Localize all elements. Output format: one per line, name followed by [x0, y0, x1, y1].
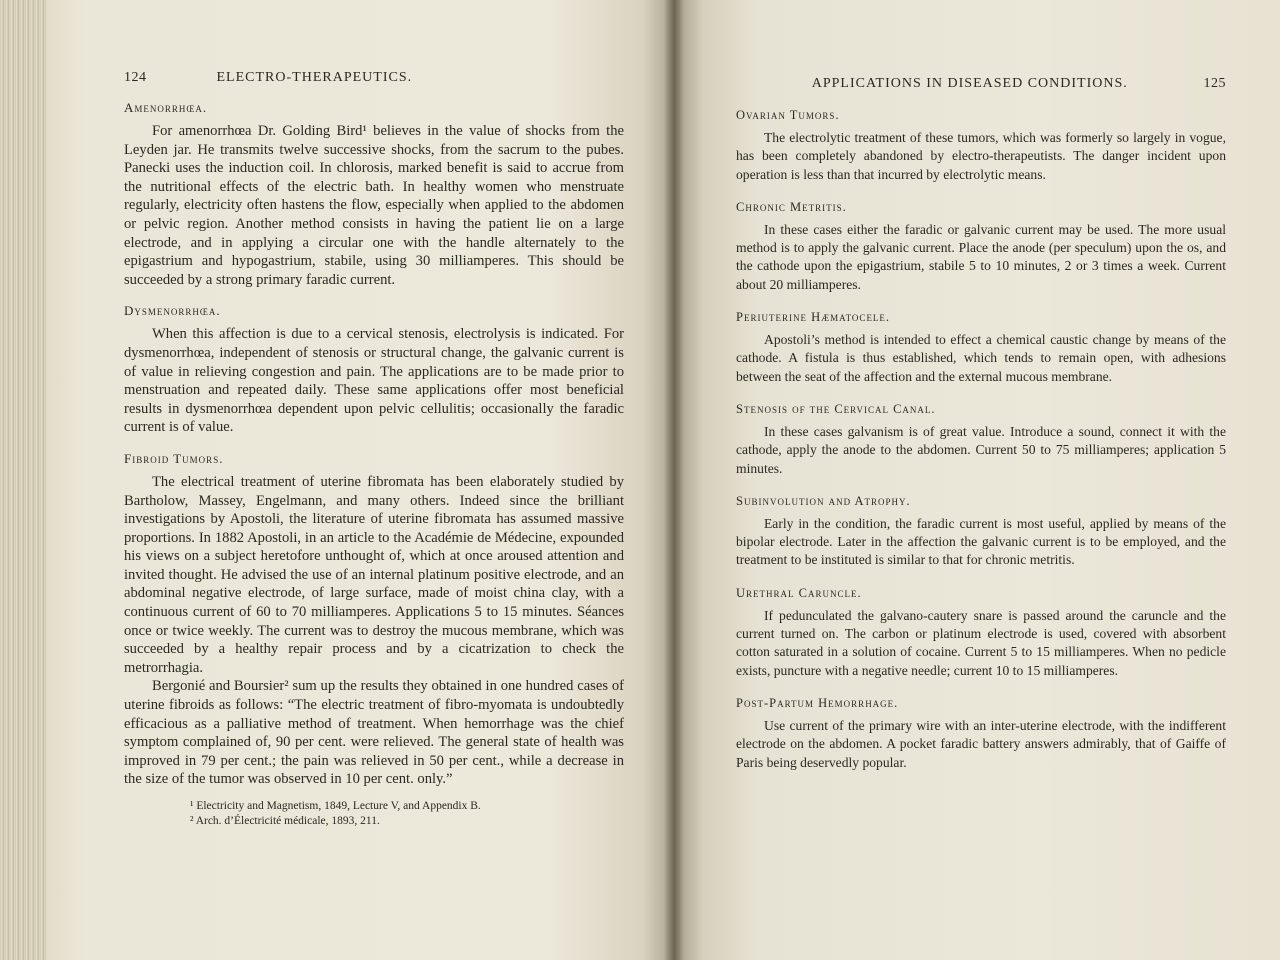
- left-page-number: 124: [124, 70, 147, 85]
- section-heading-subinvolution-atrophy: Subinvolution and Atrophy.: [736, 493, 911, 508]
- section-heading-dysmenorrhoea: Dysmenorrhœa.: [124, 303, 221, 319]
- right-page: [674, 0, 1280, 960]
- section-heading-ovarian-tumors: Ovarian Tumors.: [736, 108, 840, 122]
- section-heading-amenorrhoea: Amenorrhœa.: [124, 100, 208, 115]
- paragraph: The electrolytic treatment of these tumors, which was formerly so largely in vogue, has been completely abandoned by electro-therapeutists. The danger incident upon operation is less than that incurred by electrolytic means.: [736, 130, 1226, 182]
- left-page: [46, 0, 674, 960]
- paragraph: Use current of the primary wire with an inter-uterine electrode, with the indifferent electrode on the abdomen. A pocket faradic battery answers admirably, that of Gaiffe of Paris being deservedly popular.: [736, 717, 1226, 770]
- book-gutter: [664, 0, 684, 960]
- paragraph: Bergonié and Boursier² sum up the results they obtained in one hundred cases of uterine fibroids as follows: “The electric treatment of fibro-myomata is undoubtedly efficacious as a palliative method of treatment. When hemorrhage was the chief symptom complained of, 90 per cent. were relieved. The general state of health was improved in 79 per cent.; the pain was relieved in 50 per cent., while a decrease in the size of the tumor was observed in 10 per cent. only.”: [124, 678, 624, 788]
- section-heading-periuterine-haematocele: Periuterine Hæmatocele.: [736, 310, 891, 325]
- section-heading-fibroid-tumors: Fibroid Tumors.: [124, 450, 224, 466]
- section-heading-stenosis-cervical-canal: Stenosis of the Cervical Canal.: [736, 401, 936, 416]
- paragraph: For amenorrhœa Dr. Golding Bird¹ believes in the value of shocks from the Leyden jar. He transmits twelve successive shocks, from the sacrum to the pubes. Panecki uses the induction coil. In chlorosis, marked benefit is said to accrue from the nutritional effects of the electric bath. In healthy women who menstruate regularly, electricity often hastens the flow, especially when applied to the abdomen or pelvic region. Another method consists in having the patient lie on a large electrode, and in applying a circular one with the handle alternately to the epigastrium and hypogastrium, stabile, using 30 milliamperes. This should be succeeded by a strong primary faradic current.: [124, 123, 624, 288]
- paragraph: If pedunculated the galvano-cautery snare is passed around the caruncle and the current turned on. The carbon or platinum electrode is used, covered with absorbent cotton saturated in a solution of cocaine. Current 5 to 15 milliamperes. When no pedicle exists, puncture with a negative needle; current 10 to 15 milliamperes.: [736, 607, 1226, 678]
- paragraph: In these cases either the faradic or galvanic current may be used. The more usual method is to apply the galvanic current. Place the anode (per speculum) upon the os, and the cathode upon the epigastrium, stabile 5 to 10 minutes, 2 or 3 times a week. Current about 20 milliamperes.: [736, 221, 1226, 292]
- section-heading-post-partum-hemorrhage: Post-Partum Hemorrhage.: [736, 695, 899, 710]
- right-running-head-title: APPLICATIONS IN DISEASED CONDITIONS.: [811, 76, 1128, 91]
- right-running-head: [736, 76, 1226, 92]
- paragraph: In these cases galvanism is of great value. Introduce a sound, connect it with the cathode, apply the anode to the abdomen. Current 50 to 75 milliamperes; application 5 minutes.: [736, 423, 1226, 476]
- section-heading-chronic-metritis: Chronic Metritis.: [736, 199, 847, 214]
- paragraph: Early in the condition, the faradic current is most useful, applied by means of the bipolar electrode. Later in the affection the galvanic current is to be employed, and the treatment to be instituted is similar to that for chronic metritis.: [736, 515, 1226, 568]
- paragraph: Apostoli’s method is intended to effect a chemical caustic change by means of the cathode. A fistula is thus established, which tends to remain open, with adhesions between the seat of the affection and the external mucous membrane.: [736, 332, 1226, 384]
- left-running-head-title: ELECTRO-THERAPEUTICS.: [216, 70, 413, 85]
- footnotes: [124, 799, 624, 829]
- paragraph: The electrical treatment of uterine fibromata has been elaborately studied by Bartholow, Massey, Engelmann, and many others. Indeed since the brilliant investigations by Apostoli, the literature of uterine fibromata has assumed massive proportions. In 1882 Apostoli, in an article to the Académie de Médecine, expounded his views on a subject heretofore unthought of, which at once aroused attention and invited thought. He advised the use of an internal platinum positive electrode, and an abdominal negative electrode, of large surface, made of moist china clay, with a continuous current of 60 to 70 milliamperes. Applications 5 to 15 minutes. Séances once or twice weekly. The current was to destroy the mucous membrane, which was succeeded by a healthy repair process and by a cicatrization to check the metrorrhagia.: [124, 473, 624, 676]
- footnote: ¹ Electricity and Magnetism, 1849, Lecture V, and Appendix B.: [190, 800, 481, 812]
- paragraph: When this affection is due to a cervical stenosis, electrolysis is indicated. For dysmenorrhœa, independent of stenosis or structural change, the galvanic current is of value in relieving congestion and pain. The applications are to be made prior to menstruation and repeated daily. These same applications offer most beneficial results in dysmenorrhœa dependent upon pelvic cellulitis; occasionally the faradic current is of value.: [124, 326, 624, 436]
- left-running-head: [124, 70, 624, 86]
- footnote: ² Arch. d’Électricité médicale, 1893, 211.: [190, 815, 380, 827]
- section-heading-urethral-caruncle: Urethral Caruncle.: [736, 585, 862, 600]
- right-page-number: 125: [1203, 76, 1226, 91]
